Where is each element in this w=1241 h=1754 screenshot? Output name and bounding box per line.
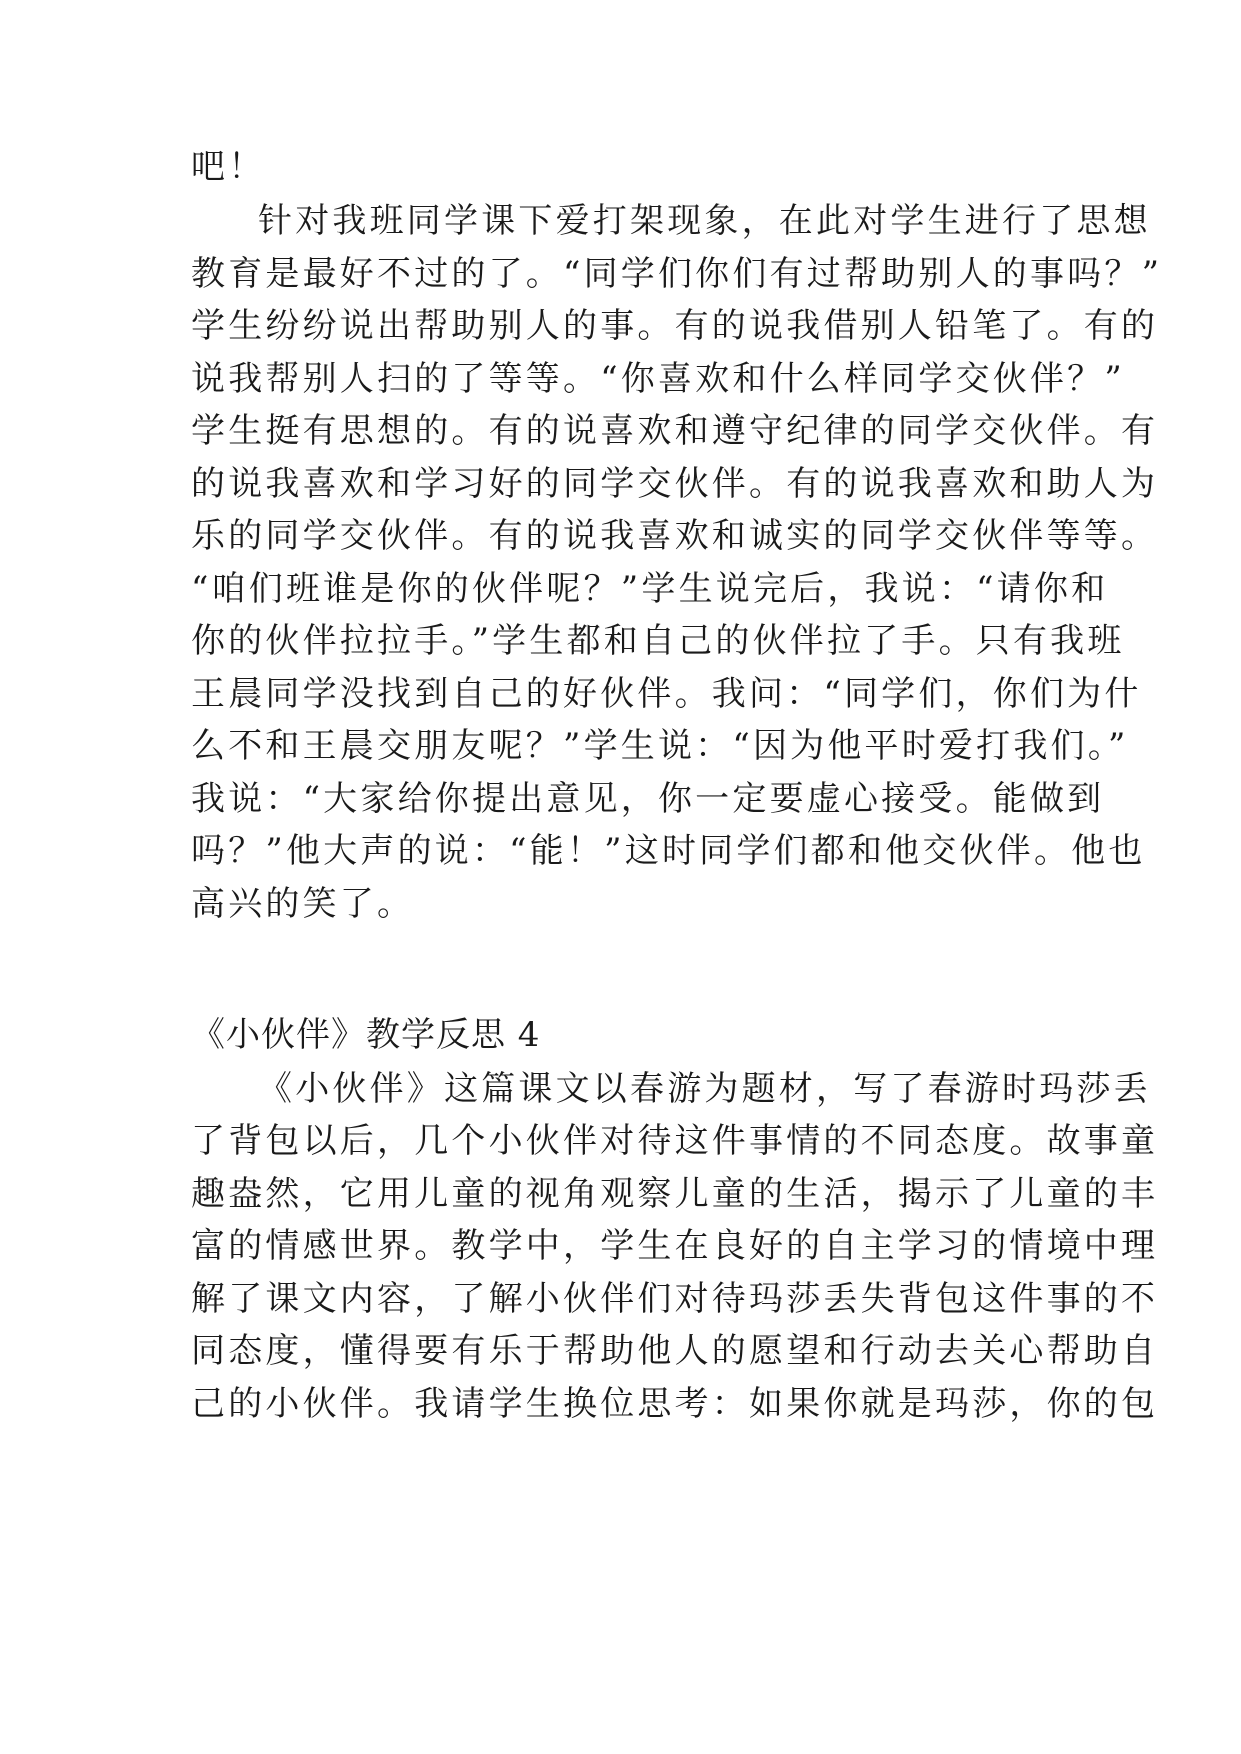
text-line: 乐的同学交伙伴。有的说我喜欢和诚实的同学交伙伴等等。: [191, 516, 1159, 556]
text-line: 富的情感世界。教学中，学生在良好的自主学习的情境中理: [191, 1226, 1159, 1266]
text-line: 说我帮别人扫的了等等。“你喜欢和什么样同学交伙伴？”: [191, 359, 1125, 399]
text-line: 同态度，懂得要有乐于帮助他人的愿望和行动去关心帮助自: [191, 1331, 1159, 1371]
text-line: 的说我喜欢和学习好的同学交伙伴。有的说我喜欢和助人为: [191, 464, 1159, 504]
text-line: 吗？”他大声的说：“能！”这时同学们都和他交伙伴。他也: [191, 831, 1146, 871]
text-line: 王晨同学没找到自己的好伙伴。我问：“同学们，你们为什: [191, 674, 1142, 714]
text-line: 解了课文内容，了解小伙伴们对待玛莎丢失背包这件事的不: [191, 1279, 1159, 1319]
text-line: “咱们班谁是你的伙伴呢？”学生说完后，我说：“请你和: [191, 569, 1109, 609]
text-line: 《小伙伴》这篇课文以春游为题材，写了春游时玛莎丢: [258, 1069, 1151, 1109]
section-heading: 《小伙伴》教学反思 4: [191, 1015, 541, 1055]
text-line: 学生挺有思想的。有的说喜欢和遵守纪律的同学交伙伴。有: [191, 411, 1159, 451]
text-line: 你的伙伴拉拉手。”学生都和自己的伙伴拉了手。只有我班: [191, 621, 1125, 661]
text-line: 针对我班同学课下爱打架现象，在此对学生进行了思想: [258, 201, 1151, 241]
text-line: 高兴的笑了。: [191, 884, 415, 924]
text-line: 么不和王晨交朋友呢？”学生说：“因为他平时爱打我们。”: [191, 726, 1129, 766]
text-line: 教育是最好不过的了。“同学们你们有过帮助别人的事吗？”: [191, 254, 1163, 294]
text-line: 了背包以后，几个小伙伴对待这件事情的不同态度。故事童: [191, 1121, 1159, 1161]
text-line: 我说：“大家给你提出意见，你一定要虚心接受。能做到: [191, 779, 1105, 819]
text-line: 学生纷纷说出帮助别人的事。有的说我借别人铅笔了。有的: [191, 306, 1159, 346]
text-line: 吧！: [191, 147, 266, 187]
text-line: 趣盎然，它用儿童的视角观察儿童的生活，揭示了儿童的丰: [191, 1174, 1159, 1214]
text-line: 己的小伙伴。我请学生换位思考：如果你就是玛莎，你的包: [191, 1384, 1159, 1424]
